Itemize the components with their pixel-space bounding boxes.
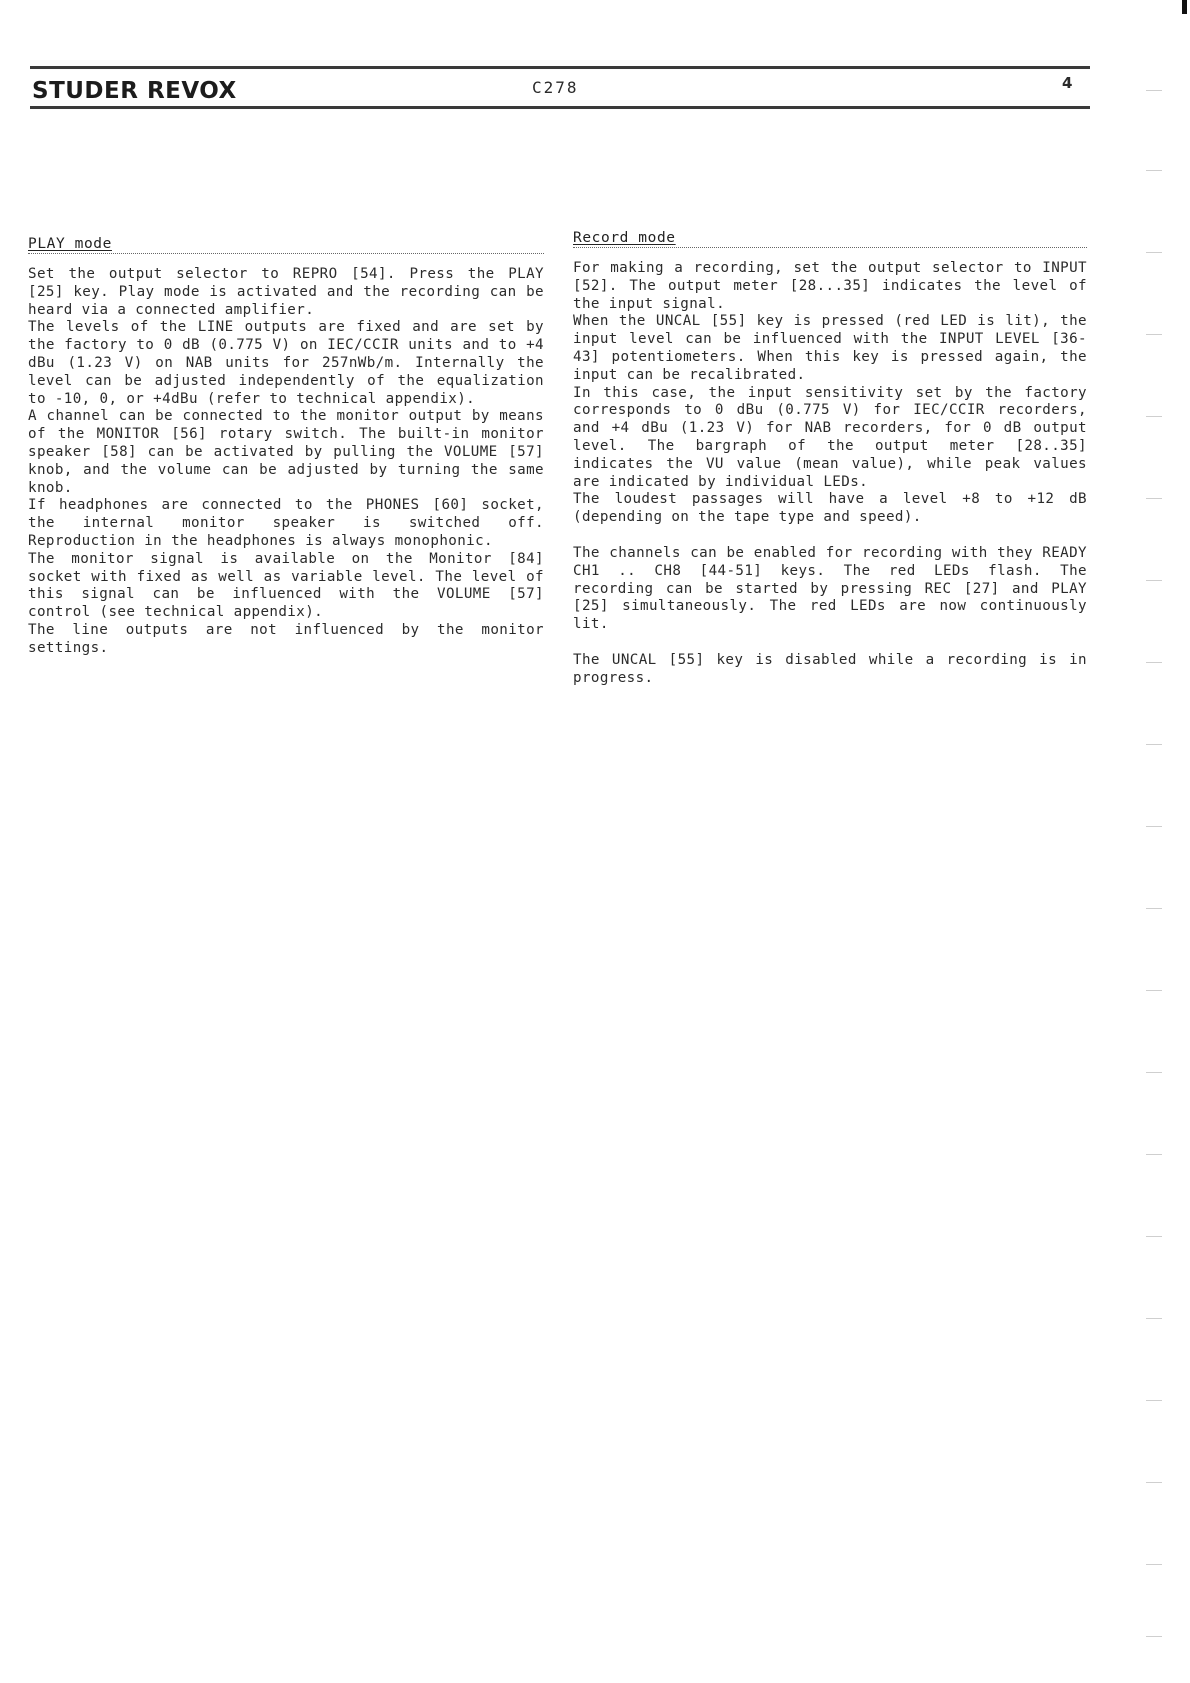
brand-logo: STUDER REVOX	[32, 78, 237, 104]
margin-tick	[1146, 1564, 1162, 1565]
margin-tick	[1146, 252, 1162, 253]
margin-tick	[1146, 1636, 1162, 1637]
margin-tick	[1146, 90, 1162, 91]
page-header	[30, 66, 1090, 110]
play-mode-paragraph: If headphones are connected to the PHONES [60] socket, the internal monitor speaker is switched off. Reproduction in the headphones is always monophonic.	[28, 497, 544, 549]
margin-tick	[1146, 580, 1162, 581]
margin-tick	[1146, 498, 1162, 499]
play-mode-paragraph: A channel can be connected to the monitor output by means of the MONITOR [56] rotary switch. The built-in monitor speaker [58] can be activated by pulling the VOLUME [57] knob, and the volume can be adjusted by turning the same knob.	[28, 408, 544, 496]
record-mode-heading: Record mode	[573, 230, 680, 246]
header-top-rule	[30, 66, 1090, 69]
margin-tick	[1146, 1400, 1162, 1401]
play-mode-section	[28, 233, 544, 658]
margin-tick	[1146, 170, 1162, 171]
record-mode-paragraph: The loudest passages will have a level +8 to +12 dB (depending on the tape type and speed).	[573, 491, 1087, 526]
margin-tick	[1146, 1072, 1162, 1073]
header-bottom-rule	[30, 106, 1090, 109]
margin-scan-ticks	[1146, 90, 1164, 1650]
page-corner-mark	[1182, 0, 1187, 14]
record-mode-paragraph: In this case, the input sensitivity set by the factory corresponds to 0 dBu (0.775 V) for IEC/CCIR recorders, and +4 dBu (1.23 V) for NAB recorders, for 0 dB output level. The bargraph of the output meter [28..35] indicates the VU value (mean value), while peak values are indicated by individual LEDs.	[573, 384, 1087, 490]
record-mode-paragraph: The channels can be enabled for recording with they READY CH1 .. CH8 [44-51] keys. The red LEDs flash. The recording can be started by pressing REC [27] and PLAY [25] simultaneously. The red LEDs are now continuously lit.	[573, 544, 1087, 633]
record-mode-paragraph: For making a recording, set the output selector to INPUT [52]. The output meter [28...35] indicates the level of the input signal.	[573, 260, 1087, 312]
margin-tick	[1146, 1154, 1162, 1155]
play-mode-paragraph: Set the output selector to REPRO [54]. Press the PLAY [25] key. Play mode is activated and the recording can be heard via a connected amplifier.	[28, 266, 544, 318]
play-mode-paragraph: The line outputs are not influenced by the monitor settings.	[28, 621, 544, 656]
margin-tick	[1146, 334, 1162, 335]
record-mode-paragraph: The UNCAL [55] key is disabled while a recording is in progress.	[573, 651, 1087, 686]
play-mode-paragraph: The monitor signal is available on the Monitor [84] socket with fixed as well as variable level. The level of this signal can be influenced with the VOLUME [57] control (see technical appendix).	[28, 550, 544, 621]
margin-tick	[1146, 990, 1162, 991]
play-mode-paragraph: The levels of the LINE outputs are fixed and are set by the factory to 0 dB (0.775 V) on IEC/CCIR units and to +4 dBu (1.23 V) on NAB units for 257nWb/m. Internally the level can be adjusted independently of the equalization to -10, 0, or +4dBu (refer to technical appendix).	[28, 319, 544, 407]
model-number: C278	[532, 78, 579, 97]
play-mode-heading: PLAY mode	[28, 236, 116, 252]
margin-tick	[1146, 826, 1162, 827]
record-mode-section	[573, 227, 1087, 688]
margin-tick	[1146, 416, 1162, 417]
margin-tick	[1146, 1318, 1162, 1319]
record-mode-heading-row	[573, 227, 1087, 248]
record-mode-paragraph: When the UNCAL [55] key is pressed (red LED is lit), the input level can be influenced with the INPUT LEVEL [36-43] potentiometers. When this key is pressed again, the input can be recalibrated.	[573, 313, 1087, 383]
margin-tick	[1146, 1236, 1162, 1237]
margin-tick	[1146, 744, 1162, 745]
margin-tick	[1146, 908, 1162, 909]
margin-tick	[1146, 662, 1162, 663]
play-mode-heading-row	[28, 233, 544, 254]
margin-tick	[1146, 1482, 1162, 1483]
page-number: 4	[1062, 74, 1073, 92]
